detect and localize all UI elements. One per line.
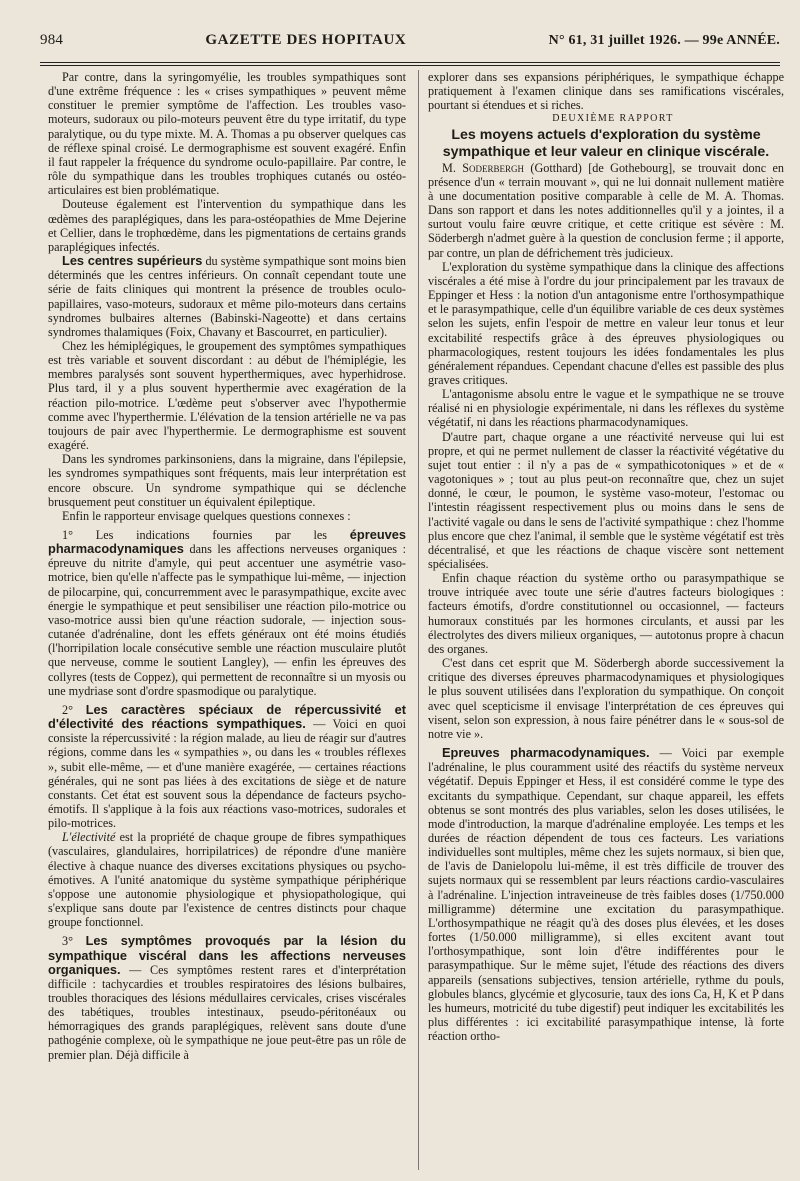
paragraph [48, 703, 406, 830]
paragraph [48, 254, 406, 339]
item-number: 2° [62, 702, 86, 717]
paragraph [48, 528, 406, 698]
header-rule-double [40, 65, 780, 66]
inline-heading: Les caractères spéciaux de répercussivité et d'électivité des réactions sympathiques. [48, 701, 407, 732]
paragraph: L'exploration du système sympathique dans la clinique des affections viscérales a été mise à l'ordre du jour principalement par les travaux de Eppinger et Hess : la notion d'un antagonisme entre l'orthosympathique et le parasympathique, celle d'un équilibre variable de ces deux systèmes selon les sujets, enfin l'espoir de mettre en valeur leur tonus et leur excitabilité respectifs grâce à des épreuves physiologiques ou pharmacologiques, restent toujours les idées fondamentales les plus généralement répandues. Cependant chacune d'elles est passible des plus graves critiques. [428, 259, 784, 387]
column-divider [418, 70, 419, 1170]
paragraph-text: dans les affections nerveuses organiques : épreuve du nitrite d'amyle, qui peut accentuer une asymétrie vaso-motrice, bien qu'elle n'affecte pas le sympathique lui-même, — injection de pilocarpine, qui, concurremment avec le parasympathique, excite avec énergie le sympathique et peut sensibiliser une réaction pilo-motrice ou vaso-motrice aussi bien qu'une réaction sudorale, — injection sous-cutanée d'adrénaline, dont les effets généraux ont été moins étudiés (l'horripilation locale consécutive semble une réaction musculaire plutôt que nerveuse, comme le soutient Langley), — enfin les épreuves des collyres (tests de Coppez), qui permettent de reconnaître si un myosis ou une mydriase sont d'ordre spasmodique ou paralytique. [48, 542, 406, 698]
issue-info: N° 61, 31 juillet 1926. — 99e ANNÉE. [548, 33, 780, 48]
paragraph-text: est la propriété de chaque groupe de fibres sympathiques (vasculaires, glandulaires, horripilatrices) de répondre d'une manière élective à chaque nuance des diverses excitations physiques ou psycho-émotives. A l'unité anatomique du système sympathique périphérique s'oppose une autonomie physiologique et physiopathologique, qui s'explique sans doute par l'existence de centres distincts pour chaque groupe fonctionnel. [48, 830, 406, 930]
paragraph: Par contre, dans la syringomyélie, les troubles sympathiques sont d'une extrême fréquence : les « crises sympathiques » peuvent même constituer le premier symptôme de l'affection. Les troubles vaso-moteurs, sudoraux ou pilo-moteurs peuvent être du type irritatif, du type paralytique, ou du type mixte. M. A. Thomas a pu observer quelques cas de réflexe spinal croisé. Le dermographisme est souvent exagéré. Enfin il faut rappeler la fréquence du syndrome oculo-papillaire. Par contre, le rôle du sympathique dans les troubles trophiques cutanés ou ostéo-articulaires est bien problématique. [48, 70, 406, 198]
page-header [40, 32, 780, 58]
paragraph: C'est dans cet esprit que M. Söderbergh aborde successivement la critique des diverses épreuves pharmacodynamiques et physiologiques le plus souvent utilisées dans l'exploration du sympathique. On conçoit avec quel scepticisme il envisage l'interprétation de ces épreuves qui visent, selon son expression, à nous faire pénétrer dans le « sous-sol de notre vie ». [428, 656, 784, 741]
page-number: 984 [40, 32, 64, 48]
inline-heading: épreuves pharmacodynamiques [48, 527, 406, 557]
paragraph: D'autre part, chaque organe a une réactivité nerveuse qui lui est propre, et qui ne permet nullement de classer la réactivité végétative du sujet tout entier : il n'y a pas de « sympathicotoniques » et de « vagotoniques » ; tout au plus peut-on reconnaître que, chez un sujet donné, le cœur, le poumon, le système vaso-moteur, l'estomac ou l'intestin réagissent respectivement plus ou moins dans le sens de l'activité vagale ou dans le sens de l'activité sympathique : chez l'homme plus encore que chez l'animal, il semble que le système végétatif est très décentralisé, et que les réactions de chaque viscère sont nettement spécialisées. [428, 429, 784, 571]
paragraph: Douteuse également est l'intervention du sympathique dans les œdèmes des paraplégiques, dans les para-ostéopathies de Mme Dejerine et Cellier, dans le trophœdème, dans les pigmentations de certains grands paraplégiques infectés. [48, 197, 406, 254]
paragraph: Enfin le rapporteur envisage quelques questions connexes : [62, 508, 351, 523]
left-column [48, 70, 406, 1062]
item-number: 3° [62, 934, 86, 949]
paragraph [48, 830, 406, 929]
report-label: DEUXIÈME RAPPORT [552, 113, 674, 125]
paragraph-text: — Voici en quoi consiste la répercussivité : la région malade, au lieu de réagir sur d'autres régions, comme dans les « sympathies », ou dans les « troubles réflexes », subit elle-même, — et d'une manière exagérée, — certaines réactions générales, qui ne sont pas liées à des excitations de siège et de nature constants. Cet état est souvent sous la dépendance de facteurs psycho-émotifs. Il s'applique à la fois aux réactions vaso-motrices, sudorales et pilo-motrices. [48, 717, 406, 831]
section-title: Les moyens actuels d'exploration du système sympathique et leur valeur en clinique viscérale. [442, 126, 770, 160]
inline-heading: Epreuves pharmacodynamiques. [442, 745, 650, 761]
header-rule [40, 62, 780, 63]
paragraph: Enfin chaque réaction du système ortho ou parasympathique se trouve intriquée avec toute une série d'autres facteurs biologiques : facteurs émotifs, d'ordre constitutionnel ou occasionnel, — facteurs humoraux constitués par les hormones circulants, et aussi par les électrolytes des divers milieux organiques, — autotonus propre à chacun des organes. [428, 571, 784, 656]
paragraph: Chez les hémiplégiques, le groupement des symptômes sympathiques est très variable et souvent discordant : au début de l'hémiplégie, les membres paralysés sont souvent hyperthermiques, avec hyperhidrose. Plus tard, il y a plus souvent hyperthermie avec exagération de la réaction pilo-motrice. L'œdème peut s'observer avec l'hypothermie comme avec l'hyperthermie. L'élévation de la tension artérielle ne va pas toujours de pair avec l'hyperthermie. Le dermographisme est souvent exagéré. [48, 338, 406, 453]
right-column [428, 70, 784, 1043]
paragraph-text: (Gotthard) [de Gothebourg], se trouvait donc en présence d'un « terrain mouvant », qui ne lui donnait nullement matière à une documentation positive comparable à celle de M. A. Thomas. Dans son rapport et dans les notes additionnelles qu'il y a jointes, il a surtout voulu faire œuvre critique, et cette critique est sévère : M. Söderbergh n'admet guère à la question de conclusion ferme ; il apporte, par contre, un plan de défrichement très judicieux. [428, 160, 785, 260]
paragraph: Dans les syndromes parkinsoniens, dans la migraine, dans l'épilepsie, les syndromes sympathiques sont fréquents, mais leur interprétation est encore obscure. Un syndrome sympathique qui se déclenche brusquement peut constituer un équivalent épileptique. [48, 452, 406, 509]
item-number: 1° Les indications fournies par les [62, 528, 350, 542]
paragraph: explorer dans ses expansions périphériques, le sympathique échappe pratiquement à l'examen clinique dans ses ramifications viscérales, pourtant si étendues et si riches. [428, 70, 784, 113]
inline-heading: Les symptômes provoqués par la lésion du sympathique viscéral dans les affections nerveuses organiques. [48, 933, 407, 977]
paragraph [48, 934, 406, 1061]
paragraph [428, 746, 784, 1043]
paragraph-text: — Ces symptômes restent rares et d'interprétation difficile : tachycardies et troubles respiratoires des lésions bulbaires, troubles thoraciques des lésions médullaires cervicales, crises viscérales des tabétiques, troubles intestinaux, pseudo-péritonéaux ou hémorragiques des grands paraplégiques, relèvent sans doute d'une pathogénie complexe, où le sympathique ne joue peut-être pas un rôle de premier plan. Déjà difficile à [48, 962, 406, 1062]
author-name: Soderbergh [462, 160, 525, 175]
journal-title: GAZETTE DES HOPITAUX [205, 32, 407, 48]
inline-heading: Les centres supérieurs [62, 253, 203, 269]
paragraph-text: — Voici par exemple l'adrénaline, le plus couramment usité des réactifs du système nerveux végétatif. Depuis Eppinger et Hess, il est considéré comme le type des excitants du sympathique. Cependant, sur chaque appareil, les effets obtenus se sont montrés des plus variables, selon les doses utilisées, le mode d'introduction, la marque d'adrénaline employée. Les temps et les durées de réaction dépendent de tous ces facteurs. Les variations individuelles sont multiples, même chez les sujets normaux, si bien que, de l'avis de Danielopolu lui-même, il est très difficile de trouver des sujets normaux qui se ressemblent par leurs réactions cardio-vasculaires à l'adrénaline. L'injection intraveineuse de très faibles doses (1/750.000 milligramme) détermine une excitation du parasympathique. L'orthosympathique ne réagit qu'à des doses plus élevées, et les doses fortes (1/50.000 milligramme), si elles excitent avant tout l'orthosympathique, sont loin d'être indifférentes pour le parasympathique. Sur le même sujet, l'étude des réactions des divers appareils (sensations subjectives, tension artérielle, rythme du pouls, globules blancs, glycémie et glycosurie, taux des ions Ca, H, K et P dans les humeurs, motricité du tube digestif) peut indiquer les excitabilités les plus différentes : ici excitabilité parasympathique intense, là forte réaction ortho- [428, 746, 784, 1044]
paragraph: L'antagonisme absolu entre le vague et le sympathique ne se trouve réalisé ni en physiologie expérimentale, ni dans les réflexes du système végétatif, ni dans les réactions pharmacodynamiques. [428, 387, 784, 430]
paragraph-text: M. [442, 160, 463, 175]
emphasis: L'électivité [62, 830, 116, 845]
paragraph [428, 161, 784, 260]
paragraph-text: du système sympathique sont moins bien déterminés que les centres inférieurs. On connaît cependant toute une série de faits cliniques qui montrent la présence de troubles oculo-papillaires, vaso-moteurs, sudoraux et même pilo-moteurs dans certains syndromes bulbaires alternes (Babinski-Nageotte) et dans certains syndromes thalamiques (Foix, Chavany et Bascourret, en particulier). [48, 254, 406, 339]
